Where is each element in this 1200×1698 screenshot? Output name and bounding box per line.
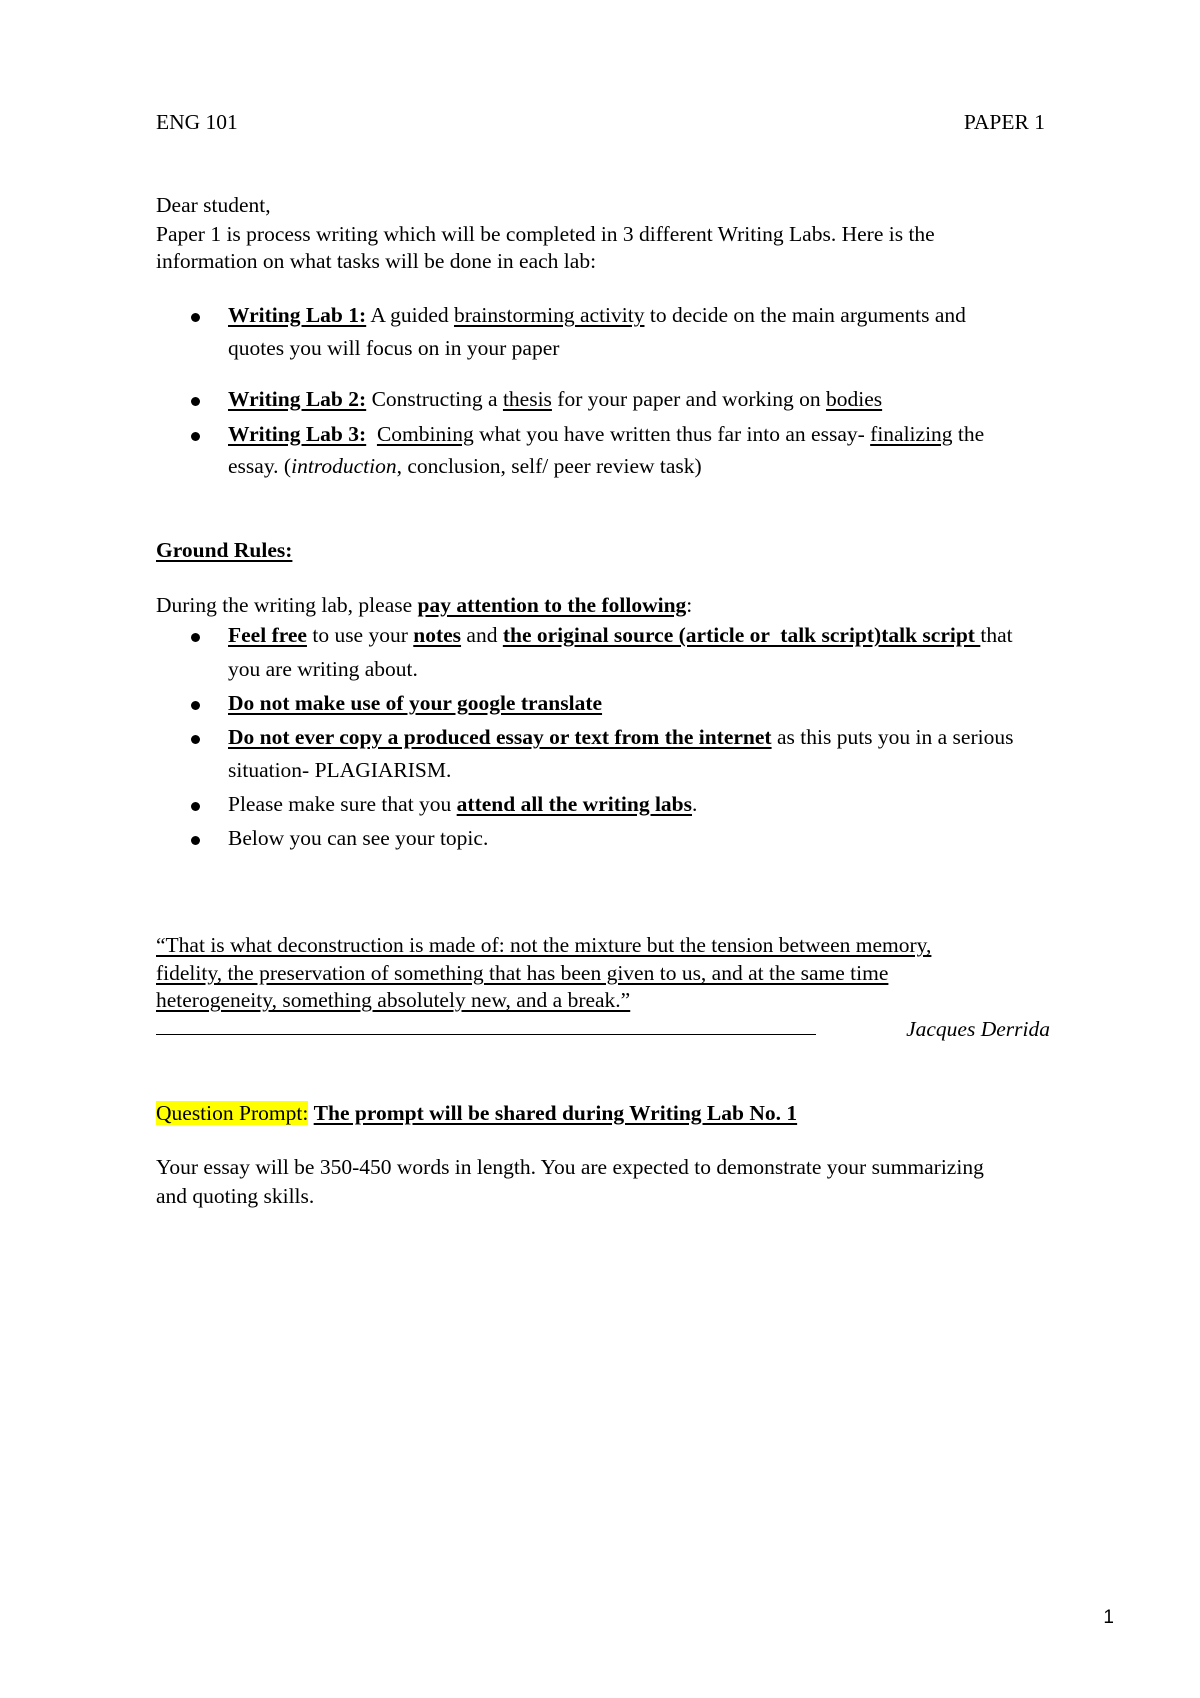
quote-line-2: fidelity, the preservation of something that has been given to us, and at the same time xyxy=(156,961,889,985)
rules-lead: During the writing lab, please pay attention to the following: xyxy=(156,593,693,617)
salutation: Dear student, xyxy=(156,193,271,217)
lab-1-item: Writing Lab 1: A guided brainstorming activity to decide on the main arguments and xyxy=(228,303,966,327)
bullet-icon xyxy=(191,633,200,642)
bullet-icon xyxy=(191,836,200,845)
rule-2-item: Do not make use of your google translate xyxy=(228,691,603,715)
rule-3-item: Do not ever copy a produced essay or text from the internet as this puts you in a serious xyxy=(228,725,1014,749)
quote-rule xyxy=(156,1034,816,1035)
prompt-label: Question Prompt: xyxy=(156,1101,309,1125)
bullet-icon xyxy=(191,701,200,710)
bullet-icon xyxy=(191,313,200,322)
lab-1-continued: quotes you will focus on in your paper xyxy=(228,336,560,360)
quote-line-3: heterogeneity, something absolutely new, and a break.” xyxy=(156,988,631,1012)
rule-1-item: Feel free to use your notes and the original source (article or talk script)talk script that xyxy=(228,623,1013,647)
essay-requirements-line-1: Your essay will be 350-450 words in length. You are expected to demonstrate your summarizing xyxy=(156,1155,984,1179)
finalizing-term: finalizing xyxy=(870,422,953,446)
page-number: 1 xyxy=(1103,1607,1114,1628)
lab-3-continued: essay. (introduction, conclusion, self/ peer review task) xyxy=(228,454,702,478)
thesis-term: thesis xyxy=(502,387,552,411)
bullet-icon xyxy=(191,802,200,811)
rule-5-item: Below you can see your topic. xyxy=(228,826,489,850)
question-prompt xyxy=(156,1103,797,1125)
brainstorming-term: brainstorming activity xyxy=(453,303,645,327)
course-code: ENG 101 xyxy=(156,110,238,134)
rule-1-continued: you are writing about. xyxy=(228,657,418,681)
bullet-icon xyxy=(191,735,200,744)
essay-requirements-line-2: and quoting skills. xyxy=(156,1184,315,1208)
quote-author: Jacques Derrida xyxy=(906,1017,1050,1041)
bullet-icon xyxy=(191,432,200,441)
rule-4-item: Please make sure that you attend all the writing labs. xyxy=(228,792,698,816)
intro-line-2: information on what tasks will be done in each lab: xyxy=(156,249,597,273)
intro-line-1: Paper 1 is process writing which will be completed in 3 different Writing Labs. Here is the xyxy=(156,222,935,246)
quote-line-1: “That is what deconstruction is made of: not the mixture but the tension between memory, xyxy=(156,933,932,957)
bullet-icon xyxy=(191,397,200,406)
ground-rules-heading: Ground Rules: xyxy=(156,538,293,562)
combining-term: Combining xyxy=(376,422,474,446)
lab-1-label: Writing Lab 1: xyxy=(228,303,367,327)
bodies-term: bodies xyxy=(825,387,883,411)
prompt-text: The prompt will be shared during Writing Lab No. 1 xyxy=(313,1101,798,1125)
paper-number: PAPER 1 xyxy=(963,110,1045,134)
lab-2-item: Writing Lab 2: Constructing a thesis for your paper and working on bodies xyxy=(228,387,883,411)
lab-2-label: Writing Lab 2: xyxy=(228,387,367,411)
lab-3-label: Writing Lab 3: xyxy=(228,422,367,446)
lab-3-item: Writing Lab 3: Combining what you have written thus far into an essay- finalizing the xyxy=(228,422,985,446)
rule-3-continued: situation- PLAGIARISM. xyxy=(228,758,452,782)
